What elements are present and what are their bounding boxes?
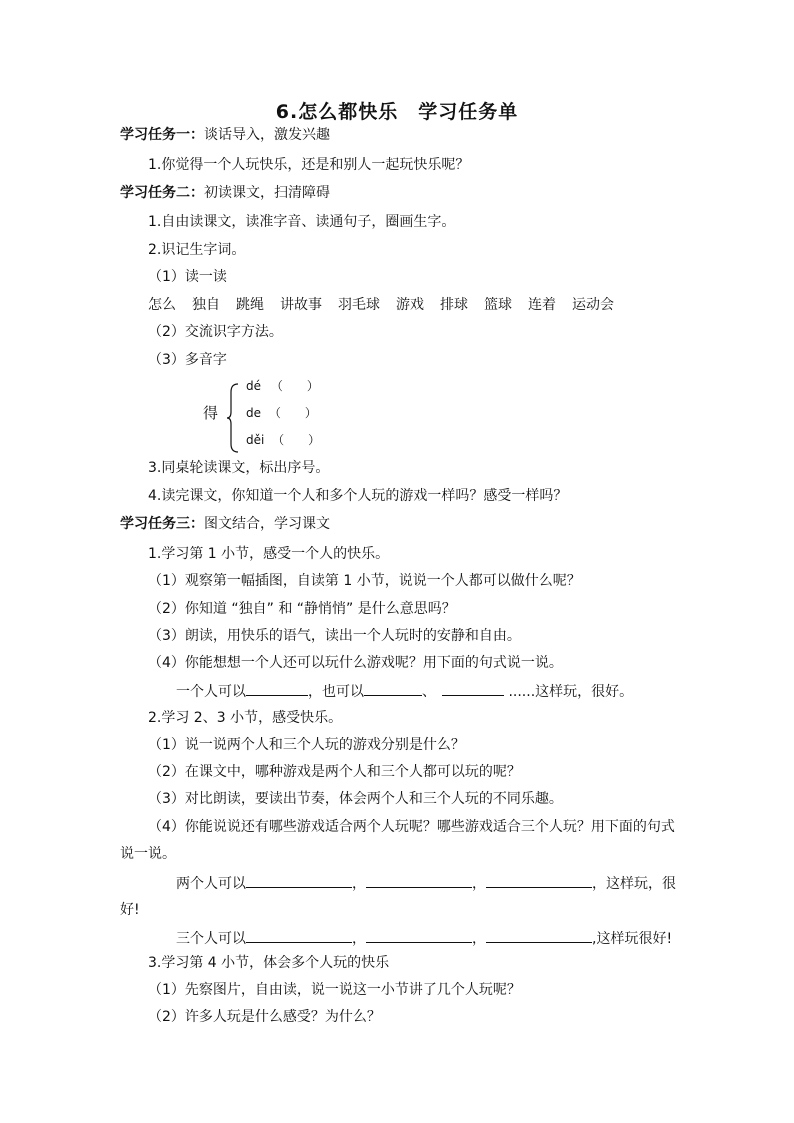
task3-part1: 1.学习第 1 小节，感受一个人的快乐。 bbox=[148, 546, 390, 562]
brace-icon bbox=[226, 382, 240, 454]
task3-part1b: （2）你知道 “独自” 和 “静悄悄” 是什么意思吗？ bbox=[148, 601, 456, 617]
sentence-pattern-three bbox=[176, 928, 672, 948]
word-item: 跳绳 bbox=[236, 297, 264, 313]
task3-part1d: （4）你能想想一个人还可以玩什么游戏呢？用下面的句式说一说。 bbox=[148, 655, 563, 671]
word-item: 运动会 bbox=[572, 297, 614, 313]
task3-part3: 3.学习第 4 小节，体会多个人玩的快乐 bbox=[148, 955, 390, 971]
word-item: 独自 bbox=[192, 297, 220, 313]
word-item: 怎么 bbox=[148, 297, 176, 313]
pattern-text: 三个人可以 bbox=[176, 931, 246, 947]
pinyin-de: de bbox=[246, 406, 261, 420]
pattern-text: ， bbox=[472, 931, 486, 947]
task3-part1a: （1）观察第一幅插图，自读第 1 小节，说说一个人都可以做什么呢？ bbox=[148, 573, 581, 589]
pinyin-row bbox=[246, 432, 320, 448]
word-item: 游戏 bbox=[396, 297, 424, 313]
fill-blank[interactable] bbox=[486, 928, 592, 943]
task2-step4: 4.读完课文，你知道一个人和多个人玩的游戏一样吗？感受一样吗？ bbox=[148, 488, 568, 504]
fill-blank[interactable] bbox=[366, 873, 472, 888]
task3-part2d-cont: 说一说。 bbox=[120, 846, 176, 862]
task2-heading: 学习任务二： bbox=[120, 185, 204, 201]
task3-part3a: （1）先察图片，自由读，说一说这一小节讲了几个人玩呢？ bbox=[148, 982, 521, 998]
task3-part3b: （2）许多人玩是什么感受？为什么？ bbox=[148, 1009, 381, 1025]
task1-heading: 学习任务一： bbox=[120, 127, 204, 143]
task2-step2c: （3）多音字 bbox=[148, 352, 227, 368]
word-item: 讲故事 bbox=[280, 297, 322, 313]
pattern-text: ......这样玩，很好。 bbox=[504, 684, 634, 700]
word-list bbox=[148, 296, 630, 314]
fill-blank[interactable] bbox=[246, 928, 352, 943]
task3-part2b: （2）在课文中，哪种游戏是两个人和三个人都可以玩的呢？ bbox=[148, 764, 521, 780]
fill-blank[interactable] bbox=[246, 681, 308, 696]
pinyin-row bbox=[246, 405, 317, 421]
word-item: 连着 bbox=[528, 297, 556, 313]
sentence-pattern-one bbox=[176, 681, 633, 701]
pinyin-dei3: děi bbox=[246, 433, 265, 447]
task2-step2b: （2）交流识字方法。 bbox=[148, 324, 283, 340]
pattern-text: 一个人可以 bbox=[176, 684, 246, 700]
task2-step2a: （1）读一读 bbox=[148, 269, 227, 285]
page-title: 6.怎么都快乐 学习任务单 bbox=[275, 101, 519, 123]
fill-blank[interactable] bbox=[486, 873, 592, 888]
task3-topic: 图文结合，学习课文 bbox=[204, 516, 330, 532]
task3-part1c: （3）朗读，用快乐的语气，读出一个人玩时的安静和自由。 bbox=[148, 628, 521, 644]
pattern-text: ， bbox=[472, 876, 486, 892]
fill-blank[interactable] bbox=[364, 681, 422, 696]
word-item: 排球 bbox=[440, 297, 468, 313]
sentence-pattern-two bbox=[176, 873, 676, 893]
task2-step3: 3.同桌轮读课文，标出序号。 bbox=[148, 460, 330, 476]
pattern-text: ， bbox=[352, 876, 366, 892]
pattern-text: ,这样玩很好! bbox=[592, 931, 673, 947]
polyphone-char: 得 bbox=[203, 404, 219, 422]
pattern-text: ，这样玩，很 bbox=[592, 876, 676, 892]
task3-part2a: （1）说一说两个人和三个人玩的游戏分别是什么？ bbox=[148, 737, 465, 753]
task3-heading: 学习任务三： bbox=[120, 516, 204, 532]
task2-step1: 1.自由读课文，读准字音、读通句子，圈画生字。 bbox=[148, 214, 456, 230]
fill-blank[interactable] bbox=[246, 873, 352, 888]
fill-blank[interactable] bbox=[366, 928, 472, 943]
pattern-two-end: 好! bbox=[120, 902, 140, 918]
fill-blank[interactable] bbox=[442, 681, 504, 696]
pinyin-row bbox=[246, 378, 319, 394]
task3-part2c: （3）对比朗读，要读出节奏，体会两个人和三个人玩的不同乐趣。 bbox=[148, 791, 563, 807]
pattern-text: ， bbox=[352, 931, 366, 947]
task1-topic: 谈话导入，激发兴趣 bbox=[204, 127, 330, 143]
task1-header bbox=[120, 126, 330, 144]
pattern-text: 两个人可以 bbox=[176, 876, 246, 892]
task2-step2: 2.识记生字词。 bbox=[148, 242, 246, 258]
word-item: 篮球 bbox=[484, 297, 512, 313]
task2-header bbox=[120, 184, 330, 202]
task3-part2: 2.学习 2、3 小节，感受快乐。 bbox=[148, 710, 343, 726]
word-item: 羽毛球 bbox=[338, 297, 380, 313]
task2-topic: 初读课文，扫清障碍 bbox=[204, 185, 330, 201]
pattern-text: ，也可以 bbox=[308, 684, 364, 700]
task3-part2d: （4）你能说说还有哪些游戏适合两个人玩呢？哪些游戏适合三个人玩？用下面的句式 bbox=[148, 819, 675, 835]
answer-paren: （ ） bbox=[270, 379, 319, 393]
pinyin-de2: dé bbox=[246, 379, 261, 393]
answer-paren: （ ） bbox=[268, 406, 317, 420]
task1-question: 1.你觉得一个人玩快乐，还是和别人一起玩快乐呢？ bbox=[148, 157, 470, 173]
task3-header bbox=[120, 515, 330, 533]
answer-paren: （ ） bbox=[272, 433, 321, 447]
pattern-text: 、 bbox=[422, 684, 436, 700]
